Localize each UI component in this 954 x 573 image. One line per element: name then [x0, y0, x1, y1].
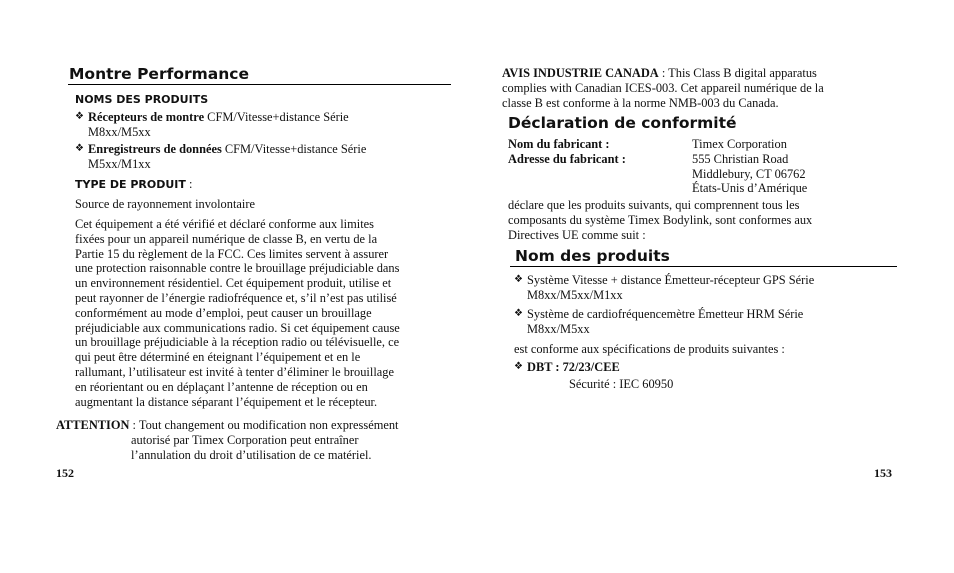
declaration-title: Déclaration de conformité [508, 114, 737, 132]
products-title: Nom des produits [515, 247, 670, 265]
body-line: conformément au mode d’emploi, peut causer un brouillage [75, 305, 372, 320]
body-line: préjudiciable aux communications radio. Si cet équipement cause [75, 320, 400, 335]
body-line: une protection raisonnable contre le brouillage préjudiciable dans [75, 261, 400, 276]
avis-line: classe B est conforme à la norme NMB-003 du Canada. [502, 96, 779, 110]
attention-text: : Tout changement ou modification non expressément [129, 418, 399, 432]
product-model: M8xx/M5xx [88, 125, 151, 139]
products-title-underline [510, 266, 897, 267]
product-gps-line: Système Vitesse + distance Émetteur-récepteur GPS Série [527, 273, 815, 287]
declares-line: composants du système Timex Bodylink, sont conformes aux [508, 212, 813, 227]
body-line: Cet équipement a été vérifié et déclaré conforme aux limites [75, 217, 374, 231]
address-label [508, 152, 626, 167]
body-line: peut rayonner de l’énergie radiofréquence et, s’il n’est pas utilisé [75, 290, 397, 305]
product-hrm-model: M8xx/M5xx [527, 322, 590, 336]
product-gps-model: M8xx/M5xx/M1xx [527, 288, 623, 302]
dbt-label-text: DBT : 72/23/CEE [527, 360, 620, 374]
bullet-icon: ❖ [514, 361, 523, 372]
dbt-label [527, 360, 620, 375]
manufacturer-label-text: Nom du fabricant : [508, 137, 610, 151]
products-heading: NOMS DES PRODUITS [75, 93, 209, 106]
body-line: un brouillage préjudiciable à la réception radio ou télévisuelle, ce [75, 335, 400, 350]
product-name: Enregistreurs de données [88, 142, 222, 156]
bullet-icon: ❖ [75, 143, 84, 154]
product-type-value: Source de rayonnement involontaire [75, 197, 255, 211]
body-line: fixées pour un appareil numérique de classe B, en vertu de la [75, 231, 378, 246]
bullet-icon: ❖ [514, 308, 523, 319]
declares-line: Directives UE comme suit : [508, 227, 646, 242]
product-desc: CFM/Vitesse+distance Série [204, 110, 349, 124]
body-line: rallumant, l’utilisateur est invité à tenter d’éliminer le brouillage [75, 364, 394, 379]
product-item-watch [88, 110, 349, 125]
body-line: qui peut être déterminé en éteignant l’équipement et en le [75, 350, 361, 365]
attention-label: ATTENTION [56, 418, 130, 432]
declares-paragraph [508, 198, 812, 242]
manufacturer-label [508, 137, 610, 152]
title-underline [68, 84, 451, 85]
attention-first-line [56, 418, 398, 433]
product-model: M5xx/M1xx [88, 157, 151, 171]
body-line: en réorientant ou en déplaçant l’antenne de réception ou en [75, 379, 368, 394]
attention-line: autorisé par Timex Corporation peut entraîner [131, 433, 359, 447]
body-line: un environnement résidentiel. Cet équipement produit, utilise et [75, 276, 392, 291]
manufacturer-value: Timex Corporation [692, 137, 787, 151]
declares-line: déclare que les produits suivants, qui comprennent tous les [508, 198, 800, 212]
address-label-text: Adresse du fabricant : [508, 152, 626, 166]
type-heading-colon: : [185, 177, 193, 191]
page-title: Montre Performance [69, 65, 249, 83]
avis-text: : This Class B digital apparatus [658, 66, 817, 80]
address-line: États-Unis d’Amérique [692, 181, 808, 195]
product-desc: CFM/Vitesse+distance Série [221, 142, 367, 156]
type-heading-label: TYPE DE PRODUIT [75, 178, 186, 191]
avis-line: complies with Canadian ICES-003. Cet appareil numérique de la [502, 81, 824, 95]
fcc-paragraph [75, 217, 447, 409]
page-number-right: 153 [874, 466, 892, 480]
avis-first-line [502, 66, 817, 81]
conformity-text: est conforme aux spécifications de produits suivantes : [514, 342, 785, 356]
product-item-recorder [88, 142, 366, 157]
product-hrm-line: Système de cardiofréquencemètre Émetteur HRM Série [527, 307, 804, 321]
product-name: Récepteurs de montre [88, 110, 205, 124]
security-standard: Sécurité : IEC 60950 [569, 377, 674, 391]
address-line: Middlebury, CT 06762 [692, 167, 806, 181]
bullet-icon: ❖ [75, 111, 84, 122]
page-number-left: 152 [56, 466, 74, 480]
avis-label: AVIS INDUSTRIE CANADA [502, 66, 659, 80]
body-line: Partie 15 du règlement de la FCC. Ces limites servent à assurer [75, 246, 389, 261]
product-type-heading [75, 177, 192, 192]
body-line: augmentant la distance séparant l’équipement et le récepteur. [75, 394, 378, 409]
attention-line: l’annulation du droit d’utilisation de ce matériel. [131, 448, 372, 462]
address-line: 555 Christian Road [692, 152, 789, 166]
bullet-icon: ❖ [514, 274, 523, 285]
